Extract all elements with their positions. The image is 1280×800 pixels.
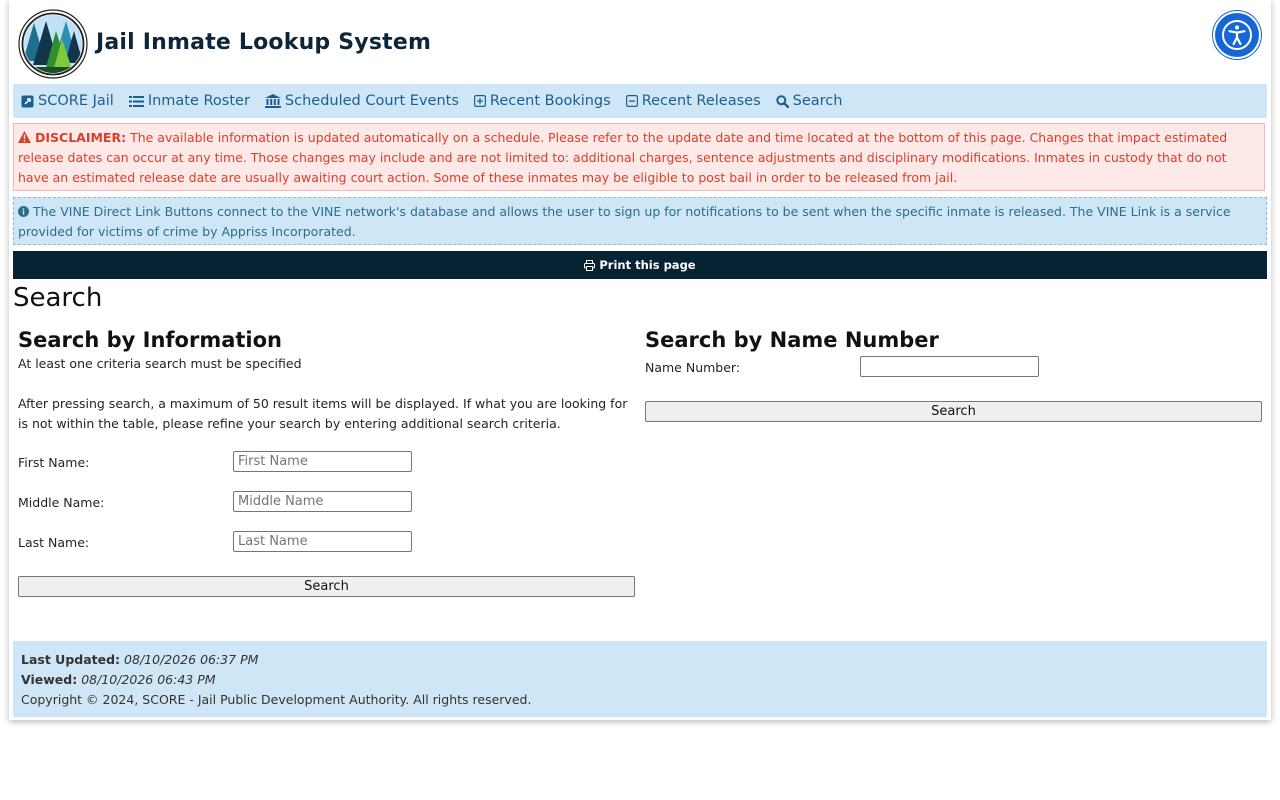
minus-square-icon [626,95,638,107]
criteria-note: At least one criteria search must be specified [18,356,302,371]
nav-item-label: Inmate Roster [147,93,250,109]
middle-name-label: Middle Name: [18,495,105,510]
last-updated-value: 08/10/2026 06:37 PM [124,652,259,667]
search-by-name-number-button[interactable]: Search [645,401,1262,422]
accessibility-button[interactable] [1215,13,1259,57]
middle-name-input[interactable] [233,491,412,512]
search-by-name-number-section [645,326,1262,419]
nav-item-score-jail[interactable] [21,93,114,109]
courthouse-icon [265,94,281,108]
name-number-label: Name Number: [645,360,741,375]
viewed-line [21,670,1267,690]
copyright-text: Copyright © 2024, SCORE - Jail Public Development Authority. All rights reserved. [21,692,532,707]
viewed-label: Viewed: [21,672,78,687]
nav-item-court-events[interactable] [265,93,459,109]
info-circle-icon [18,206,29,217]
evergreen-trees-logo [18,9,88,79]
page-footer [13,641,1267,717]
first-name-row [18,451,635,473]
search-icon [776,95,789,108]
first-name-label: First Name: [18,455,90,470]
printer-icon [584,260,595,271]
site-title: Jail Inmate Lookup System [96,30,432,55]
disclaimer-alert [13,123,1265,191]
name-number-input[interactable] [860,356,1039,377]
page-container [9,0,1271,720]
external-link-icon [21,95,34,108]
page-heading: Search [13,283,103,313]
nav-item-label: Scheduled Court Events [284,93,459,109]
name-number-row [645,356,1262,378]
vine-info-alert [13,197,1267,245]
nav-item-recent-bookings[interactable] [474,93,611,109]
last-updated-label: Last Updated: [21,652,121,667]
nav-item-label: SCORE Jail [38,93,114,109]
search-by-information-button[interactable]: Search [18,576,635,597]
nav-item-recent-releases[interactable] [626,93,761,109]
section-title: Search by Name Number [645,328,939,352]
section-title: Search by Information [18,328,282,352]
nav-item-label: Recent Bookings [489,93,611,109]
nav-item-search[interactable] [776,93,843,109]
vine-text: The VINE Direct Link Buttons connect to the VINE network's database and allows the user to sign up for notifications to be sent when the specific inmate is released. The VINE Link is a service provided for victims of crime by Appriss Incorporated. [18,204,1231,239]
last-name-row [18,531,635,553]
nav-item-inmate-roster[interactable] [129,93,250,109]
middle-name-row [18,491,635,513]
plus-square-icon [474,95,486,107]
nav-item-label: Search [792,93,843,109]
last-updated-line [21,650,1267,670]
print-page-button[interactable] [13,251,1267,279]
last-name-label: Last Name: [18,535,90,550]
main-nav [13,84,1267,118]
search-by-information-section [18,326,635,594]
list-icon [129,95,144,108]
viewed-value: 08/10/2026 06:43 PM [81,672,216,687]
warning-icon [18,131,31,143]
accessibility-icon [1215,13,1259,57]
last-name-input[interactable] [233,531,412,552]
nav-item-label: Recent Releases [641,93,761,109]
disclaimer-text: The available information is updated automatically on a schedule. Please refer to the update date and time located at the bottom of this page. Changes that impact estimated release dates can occur at any time. Those changes may include and are not limited to: additional charges, sentence adjustments and disciplinary modifications. Inmates in custody that do not have an estimated release date are usually awaiting court action. Some of these inmates may be eligible to post bail in order to be released from jail. [18,130,1228,185]
print-label: Print this page [599,258,696,272]
first-name-input[interactable] [233,451,412,472]
search-description: After pressing search, a maximum of 50 result items will be displayed. If what you are looking for is not within the table, please refine your search by entering additional search criteria. [18,396,628,431]
disclaimer-label: DISCLAIMER: [34,130,127,145]
